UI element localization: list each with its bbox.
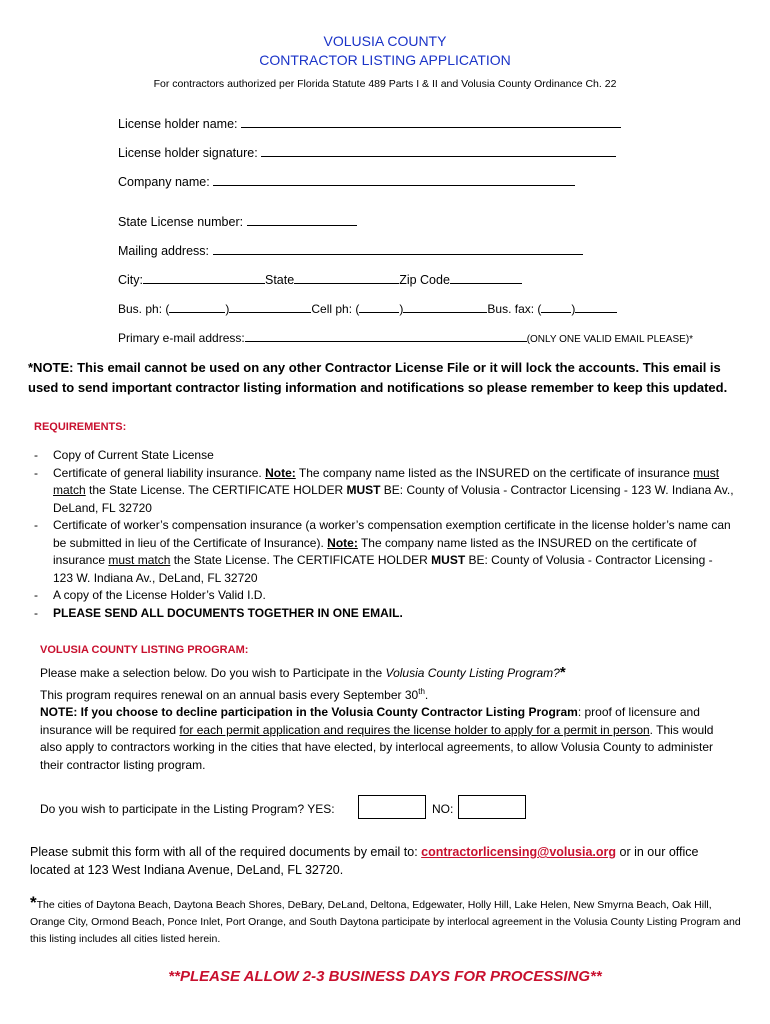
state-license-number-label: State License number: (118, 215, 244, 229)
company-name-row (118, 173, 575, 189)
license-holder-name-label: License holder name: (118, 117, 238, 131)
bus-phone-area-input[interactable] (169, 300, 225, 313)
contractor-licensing-email-link[interactable]: contractorlicensing@volusia.org (421, 845, 617, 859)
cell-phone-input[interactable] (403, 300, 487, 313)
cell-phone-label: Cell ph: ( (311, 302, 360, 316)
requirements-heading: REQUIREMENTS: (34, 421, 127, 433)
requirement-item: - Certificate of general liability insurance. Note: The company name listed as the INSURED on the certificate of insurance must match the State License. The CERTIFICATE HOLDER MUST BE: County of Volusia - Contractor Licensing - 123 W. Indiana Av., DeLand, FL 32720 (34, 465, 734, 515)
state-label: State (265, 273, 295, 287)
city-state-zip-row (118, 271, 522, 287)
zip-input[interactable] (450, 271, 522, 284)
city-label: City: (118, 273, 143, 287)
state-license-number-input[interactable] (247, 213, 357, 226)
mailing-address-label: Mailing address: (118, 244, 210, 258)
requirement-item: - A copy of the License Holder’s Valid I.D. (34, 588, 266, 602)
cell-phone-area-input[interactable] (359, 300, 399, 313)
primary-email-input[interactable] (245, 329, 527, 342)
license-holder-name-input[interactable] (241, 115, 621, 128)
bus-fax-label: Bus. fax: ( (487, 302, 542, 316)
phone-row (118, 300, 617, 316)
primary-email-label: Primary e-mail address: (118, 331, 245, 345)
license-holder-name-row (118, 115, 621, 131)
requirement-item: - Copy of Current State License (34, 448, 214, 462)
primary-email-row (118, 329, 693, 345)
yes-checkbox[interactable] (358, 795, 426, 819)
document-subtitle: For contractors authorized per Florida Statute 489 Parts I & II and Volusia County Ordinance Ch. 22 (153, 78, 617, 90)
company-name-input[interactable] (213, 173, 575, 186)
license-holder-signature-row (118, 144, 616, 160)
bus-phone-input[interactable] (229, 300, 311, 313)
document-title-line1: VOLUSIA COUNTY (323, 33, 447, 49)
submit-instructions: Please submit this form with all of the required documents by email to: contractorlicensing@volusia.org or in our office located at 123 West Indiana Avenue, DeLand, FL 32720. (30, 845, 699, 877)
participation-question: Do you wish to participate in the Listing Program? YES: (40, 802, 335, 816)
bus-phone-paren: ) (225, 302, 230, 316)
cell-phone-paren: ) (399, 302, 404, 316)
zip-label: Zip Code (399, 273, 450, 287)
license-holder-signature-label: License holder signature: (118, 146, 258, 160)
listing-program-text: Please make a selection below. Do you wish to Participate in the Volusia County Listing Program?* This program requires renewal on an annual basis every September 30th. NOTE: If you choose to decline participation in the Volusia County Contractor Listing Program: proof of licensure and insurance will be required for each permit application and requires the license holder to apply for a permit in person. This would also apply to contractors working in the cities that have elected, by interlocal agreements, to allow Volusia County to administer their contractor listing program. (40, 664, 714, 772)
document-title-line2: CONTRACTOR LISTING APPLICATION (259, 52, 511, 68)
bus-fax-area-input[interactable] (541, 300, 571, 313)
no-label: NO: (432, 802, 454, 816)
bus-fax-paren: ) (571, 302, 576, 316)
email-note: (ONLY ONE VALID EMAIL PLEASE)* (526, 334, 694, 345)
bus-phone-label: Bus. ph: ( (118, 302, 170, 316)
requirement-item: - Certificate of worker’s compensation insurance (a worker’s compensation exemption certificate in the license holder’s name can be submitted in lieu of the Certificate of Insurance). Note: The company name listed as the INSURED on the certificate of insurance must match the State License. The CERTIFICATE HOLDER MUST BE: County of Volusia - Contractor Licensing - 123 W. Indiana Av., DeLand, FL 32720 (34, 518, 731, 585)
no-checkbox[interactable] (458, 795, 526, 819)
mailing-address-input[interactable] (213, 242, 583, 255)
email-warning-note: *NOTE: This email cannot be used on any other Contractor License File or it will lock the accounts. This email is used to send important contractor listing information and notifications so please remember to keep this updated. (28, 360, 728, 395)
participating-cities-footnote: *The cities of Daytona Beach, Daytona Beach Shores, DeBary, DeLand, Deltona, Edgewater, Holly Hill, Lake Helen, New Smyrna Beach, Oak Hill, Orange City, Ormond Beach, Ponce Inlet, Port Orange, and South Daytona participate by interlocal agreement in the Volusia County Listing Program and this listing includes all cities listed herein. (30, 893, 741, 945)
state-license-number-row (118, 213, 357, 229)
city-input[interactable] (143, 271, 265, 284)
requirements-list (34, 447, 734, 622)
license-holder-signature-input[interactable] (261, 144, 616, 157)
processing-notice: **PLEASE ALLOW 2-3 BUSINESS DAYS FOR PROCESSING** (168, 968, 602, 985)
listing-program-heading: VOLUSIA COUNTY LISTING PROGRAM: (40, 644, 249, 656)
requirement-item: - PLEASE SEND ALL DOCUMENTS TOGETHER IN ONE EMAIL. (34, 605, 403, 620)
state-input[interactable] (294, 271, 399, 284)
mailing-address-row (118, 242, 583, 258)
company-name-label: Company name: (118, 175, 210, 189)
bus-fax-input[interactable] (575, 300, 617, 313)
